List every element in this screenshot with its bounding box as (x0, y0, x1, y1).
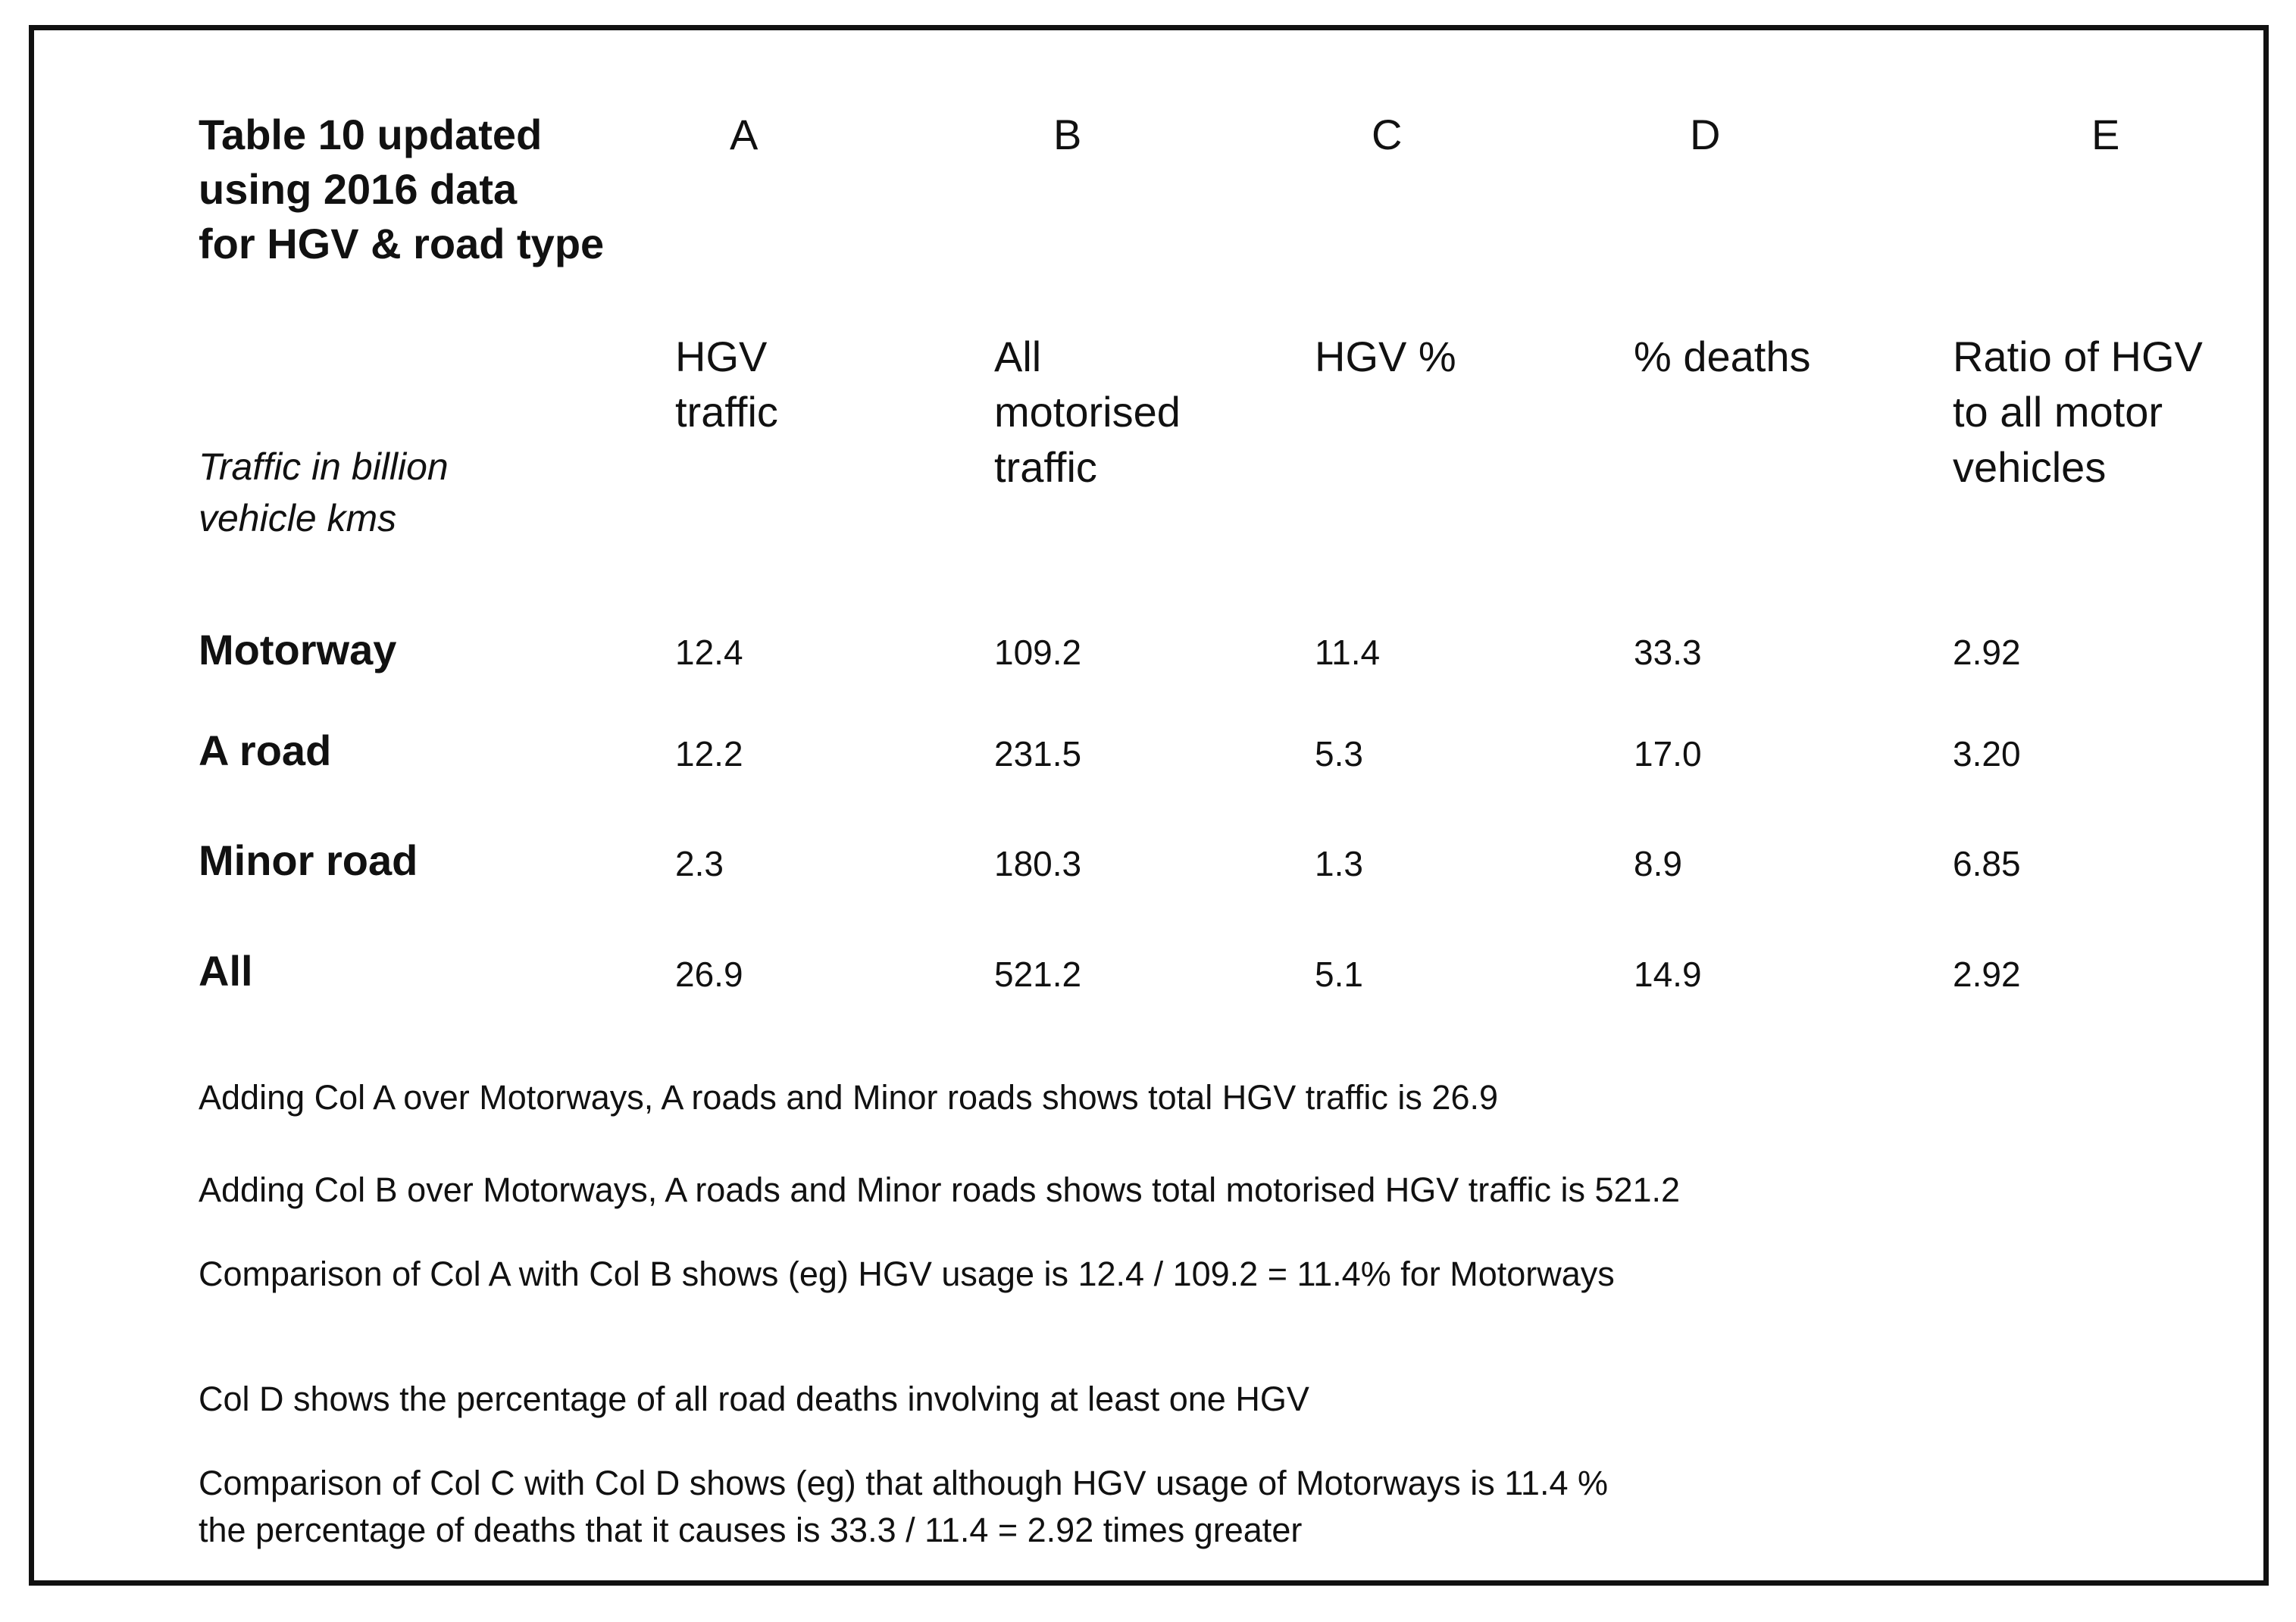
column-header-a-line-1: HGV (675, 333, 768, 380)
cell-motorway-ratio: 2.92 (1953, 633, 2021, 672)
table-title-line-2: using 2016 data (199, 165, 518, 213)
cell-motorway-hgv-traffic: 12.4 (675, 633, 743, 672)
column-header-d-line-1: % deaths (1634, 333, 1811, 380)
cell-minor-road-deaths-percent: 8.9 (1634, 844, 1682, 883)
note-col-b-total: Adding Col B over Motorways, A roads and Minor roads shows total motorised HGV traffic is 521.2 (199, 1170, 1681, 1209)
cell-a-road-hgv-percent: 5.3 (1315, 734, 1363, 773)
cell-all-hgv-traffic: 26.9 (675, 955, 743, 994)
cell-all-hgv-percent: 5.1 (1315, 955, 1363, 994)
column-header-b-line-2: motorised (994, 388, 1181, 436)
row-label-a-road: A road (199, 727, 332, 774)
column-header-e-line-2: to all motor (1953, 388, 2163, 436)
column-letter-a: A (730, 111, 759, 158)
cell-motorway-all-traffic: 109.2 (994, 633, 1082, 672)
table-title-line-1: Table 10 updated (199, 111, 543, 158)
note-col-c-vs-d-line-2: the percentage of deaths that it causes is 33.3 / 11.4 = 2.92 times greater (199, 1511, 1303, 1549)
units-note-line-2: vehicle kms (199, 497, 397, 539)
column-letter-e: E (2091, 111, 2120, 158)
column-header-d (1634, 329, 1811, 384)
cell-a-road-ratio: 3.20 (1953, 734, 2021, 773)
units-note (199, 441, 449, 544)
row-label-minor-road: Minor road (199, 836, 418, 884)
column-letter-c: C (1372, 111, 1403, 158)
note-col-a-vs-b: Comparison of Col A with Col B shows (eg) HGV usage is 12.4 / 109.2 = 11.4% for Motorways (199, 1255, 1615, 1293)
column-header-b-line-1: All (994, 333, 1042, 380)
column-header-c-line-1: HGV % (1315, 333, 1456, 380)
cell-a-road-deaths-percent: 17.0 (1634, 734, 1702, 773)
cell-motorway-hgv-percent: 11.4 (1315, 633, 1381, 672)
cell-a-road-all-traffic: 231.5 (994, 734, 1082, 773)
note-col-c-vs-d (199, 1460, 1608, 1554)
cell-motorway-deaths-percent: 33.3 (1634, 633, 1702, 672)
cell-minor-road-all-traffic: 180.3 (994, 844, 1082, 883)
column-letter-d: D (1690, 111, 1721, 158)
units-note-line-1: Traffic in billion (199, 445, 449, 488)
cell-minor-road-ratio: 6.85 (1953, 844, 2021, 883)
note-col-c-vs-d-line-1: Comparison of Col C with Col D shows (eg) that although HGV usage of Motorways is 11.4 % (199, 1464, 1608, 1502)
column-header-e-line-3: vehicles (1953, 443, 2107, 491)
cell-a-road-hgv-traffic: 12.2 (675, 734, 743, 773)
cell-minor-road-hgv-percent: 1.3 (1315, 844, 1363, 883)
note-col-d-meaning: Col D shows the percentage of all road deaths involving at least one HGV (199, 1380, 1309, 1418)
column-header-a (675, 329, 778, 439)
column-header-b-line-3: traffic (994, 443, 1097, 491)
column-header-e-line-1: Ratio of HGV (1953, 333, 2203, 380)
column-header-b (994, 329, 1181, 495)
cell-all-ratio: 2.92 (1953, 955, 2021, 994)
cell-minor-road-hgv-traffic: 2.3 (675, 844, 724, 883)
row-label-motorway: Motorway (199, 626, 397, 673)
column-header-a-line-2: traffic (675, 388, 778, 436)
cell-all-all-traffic: 521.2 (994, 955, 1082, 994)
table-title-line-3: for HGV & road type (199, 220, 605, 267)
column-header-c (1315, 329, 1456, 384)
row-label-all: All (199, 947, 253, 995)
note-col-a-total: Adding Col A over Motorways, A roads and Minor roads shows total HGV traffic is 26.9 (199, 1078, 1499, 1117)
column-letter-b: B (1053, 111, 1082, 158)
cell-all-deaths-percent: 14.9 (1634, 955, 1702, 994)
column-header-e (1953, 329, 2203, 495)
